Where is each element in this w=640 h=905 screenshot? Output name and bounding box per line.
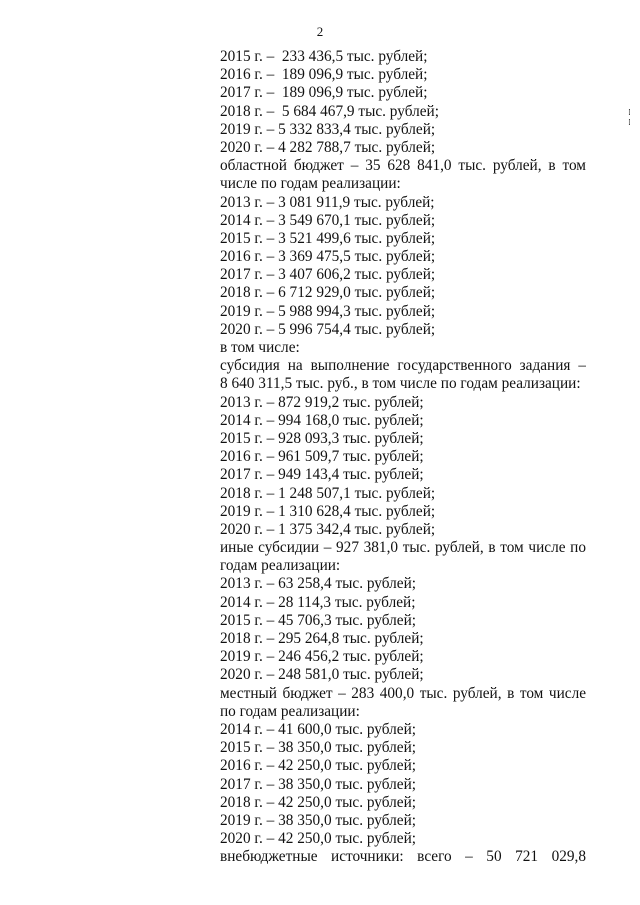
text-line: 2015 г. – 233 436,5 тыс. рублей; — [220, 48, 428, 65]
text-line: 2019 г. – 5 988 994,3 тыс. рублей; — [220, 302, 436, 320]
text-line: 2020 г. – 248 581,0 тыс. рублей; — [220, 666, 424, 684]
text-line: 2020 г. – 5 996 754,4 тыс. рублей; — [220, 320, 436, 338]
text-line: 2015 г. – 928 093,3 тыс. рублей; — [220, 429, 424, 447]
text-line: 2014 г. – 994 168,0 тыс. рублей; — [220, 411, 424, 429]
text-line: годам реализации: — [220, 557, 341, 575]
page-number: 2 — [316, 24, 324, 39]
text-line: 2018 г. – 5 684 467,9 тыс. рублей; — [220, 102, 439, 120]
text-line: 2018 г. – 1 248 507,1 тыс. рублей; — [220, 484, 436, 502]
text-line: 2014 г. – 3 549 670,1 тыс. рублей; — [220, 211, 436, 229]
text-line: числе по годам реализации: — [220, 175, 401, 193]
text-line: 2019 г. – 1 310 628,4 тыс. рублей; — [220, 502, 436, 520]
text-line: 2019 г. – 5 332 833,4 тыс. рублей; — [220, 120, 436, 138]
text-line: иные субсидии – 927 381,0 тыс. рублей, в том числе по — [220, 539, 586, 557]
text-line: 2015 г. – 45 706,3 тыс. рублей; — [220, 611, 417, 629]
text-line: внебюджетные источники: всего – 50 721 029,8 — [220, 848, 586, 866]
text-line: 8 640 311,5 тыс. руб., в том числе по годам реализации: — [220, 375, 581, 393]
text-line: 2020 г. – 42 250,0 тыс. рублей; — [220, 830, 417, 848]
document-body — [220, 48, 586, 866]
text-line: 2017 г. – 949 143,4 тыс. рублей; — [220, 466, 424, 484]
text-line: 2013 г. – 872 919,2 тыс. рублей; — [220, 393, 424, 411]
text-line: местный бюджет – 283 400,0 тыс. рублей, в том числе — [220, 684, 586, 702]
text-line: по годам реализации: — [220, 702, 360, 720]
text-line: 2016 г. – 42 250,0 тыс. рублей; — [220, 757, 417, 775]
text-line: 2020 г. – 4 282 788,7 тыс. рублей; — [220, 138, 436, 156]
text-line: 2014 г. – 41 600,0 тыс. рублей; — [220, 720, 417, 738]
margin-mark: ⁞ ⁞ — [628, 108, 631, 128]
text-line: областной бюджет – 35 628 841,0 тыс. рублей, в том — [220, 157, 586, 175]
text-line: 2018 г. – 295 264,8 тыс. рублей; — [220, 630, 424, 647]
text-line: субсидия на выполнение государственного задания – — [220, 357, 586, 375]
text-line: 2016 г. – 189 096,9 тыс. рублей; — [220, 66, 428, 84]
text-line: 2015 г. – 38 350,0 тыс. рублей; — [220, 739, 417, 757]
text-line: 2019 г. – 38 350,0 тыс. рублей; — [220, 811, 417, 829]
text-line: 2020 г. – 1 375 342,4 тыс. рублей; — [220, 520, 436, 538]
text-line: 2013 г. – 63 258,4 тыс. рублей; — [220, 575, 417, 593]
text-line: в том числе: — [220, 339, 300, 356]
text-line: 2018 г. – 42 250,0 тыс. рублей; — [220, 793, 417, 811]
text-line: 2018 г. – 6 712 929,0 тыс. рублей; — [220, 284, 436, 302]
text-line: 2014 г. – 28 114,3 тыс. рублей; — [220, 593, 416, 611]
text-line: 2013 г. – 3 081 911,9 тыс. рублей; — [220, 193, 435, 211]
text-line: 2017 г. – 38 350,0 тыс. рублей; — [220, 775, 417, 793]
text-line: 2015 г. – 3 521 499,6 тыс. рублей; — [220, 229, 436, 247]
text-line: 2017 г. – 3 407 606,2 тыс. рублей; — [220, 266, 436, 284]
text-line: 2016 г. – 3 369 475,5 тыс. рублей; — [220, 248, 436, 266]
text-line: 2016 г. – 961 509,7 тыс. рублей; — [220, 448, 424, 466]
text-line: 2017 г. – 189 096,9 тыс. рублей; — [220, 84, 428, 102]
text-line: 2019 г. – 246 456,2 тыс. рублей; — [220, 648, 424, 666]
